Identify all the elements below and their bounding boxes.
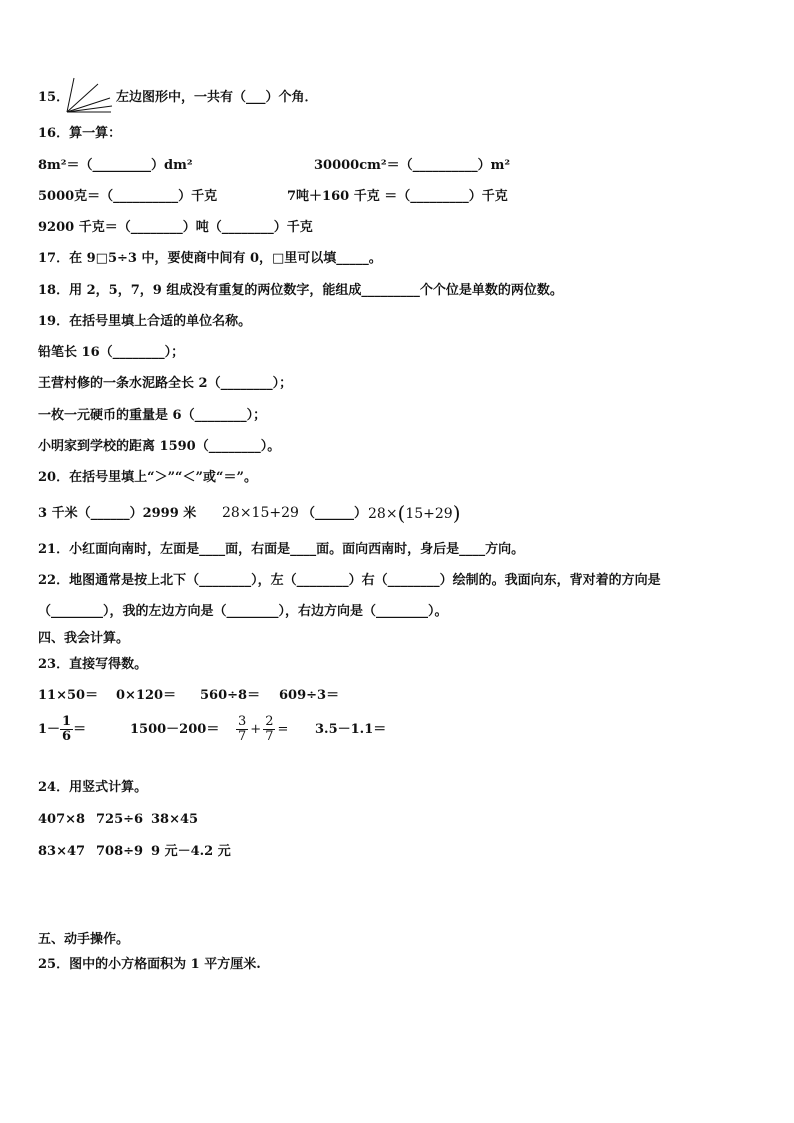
q20-expr2-inner: 15+29 xyxy=(405,506,453,522)
q22-line2: （________），我的左边方向是（________），右边方向是（________）。 xyxy=(38,604,448,619)
q24-f: 9 元－4.2 元 xyxy=(151,844,231,859)
q20-expr1: 28×15+29 xyxy=(222,505,299,521)
q23-b: 0×120＝ xyxy=(116,688,177,703)
q23-g xyxy=(236,714,288,746)
q24-c: 38×45 xyxy=(151,812,199,827)
q23-h: 3.5－1.1＝ xyxy=(315,722,387,737)
q17: 17．在 9□5÷3 中，要使商中间有 0，□里可以填_____。 xyxy=(38,251,382,266)
q20-expr2-prefix: 28× xyxy=(368,506,398,522)
q19-b: 王营村修的一条水泥路全长 2（________）； xyxy=(38,376,293,391)
q15-text: 左边图形中，一共有（___）个角． xyxy=(116,90,318,105)
section-4-heading: 四、我会计算。 xyxy=(38,631,130,646)
fraction-denominator: 6 xyxy=(62,729,72,744)
q24-d: 83×47 xyxy=(38,844,86,859)
q24-e: 708÷9 xyxy=(96,844,144,859)
angle-figure xyxy=(64,76,114,116)
fraction-3-7 xyxy=(236,715,248,744)
q23-title: 23．直接写得数。 xyxy=(38,657,148,672)
plus-sign: + xyxy=(250,722,262,737)
q16-row3: 9200 千克＝（________）吨（________）千克 xyxy=(38,220,313,235)
q19-a: 铅笔长 16（________）； xyxy=(38,345,185,360)
left-paren: ( xyxy=(397,501,406,525)
q23-e-equals: ＝ xyxy=(73,722,87,737)
fraction-numerator: 1 xyxy=(62,714,72,729)
q19-title: 19．在括号里填上合适的单位名称。 xyxy=(38,314,252,329)
fraction-1-6 xyxy=(60,715,73,744)
fraction-denominator: 7 xyxy=(238,729,247,744)
q21: 21．小红面向南时，左面是____面，右面是____面。面向西南时，身后是____方向。 xyxy=(38,542,525,557)
q25: 25．图中的小方格面积为 1 平方厘米. xyxy=(38,957,261,972)
fraction-2-7 xyxy=(263,715,275,744)
q20-title: 20．在括号里填上“＞”“＜”或“＝”。 xyxy=(38,470,257,485)
q16-title: 16．算一算： xyxy=(38,126,122,141)
q19-d: 小明家到学校的距离 1590（________）。 xyxy=(38,439,281,454)
q23-e xyxy=(38,714,86,746)
q18: 18．用 2，5，7，9 组成没有重复的两位数字，能组成_________个个位是单数的两位数。 xyxy=(38,283,563,298)
q16-row1-left: 8m²＝（_________）dm² xyxy=(38,158,193,173)
q23-e-prefix: 1－ xyxy=(38,722,61,737)
q24-a: 407×8 xyxy=(38,812,86,827)
q16-row1-right: 30000cm²＝（__________）m² xyxy=(314,158,511,173)
q20-expr2 xyxy=(368,501,461,525)
q23-f: 1500－200＝ xyxy=(130,722,220,737)
q19-c: 一枚一元硬币的重量是 6（________）； xyxy=(38,408,267,423)
fraction-numerator: 3 xyxy=(238,714,247,729)
fraction-denominator: 7 xyxy=(265,729,274,744)
section-5-heading: 五、动手操作。 xyxy=(38,932,130,947)
fraction-numerator: 2 xyxy=(265,714,274,729)
q24-b: 725÷6 xyxy=(96,812,144,827)
q23-c: 560÷8＝ xyxy=(200,688,261,703)
q23-a: 11×50＝ xyxy=(38,688,99,703)
right-paren: ) xyxy=(452,501,461,525)
q23-d: 609÷3＝ xyxy=(279,688,340,703)
q24-title: 24．用竖式计算。 xyxy=(38,780,148,795)
q16-row2-right: 7吨＋160 千克 ＝（_________）千克 xyxy=(287,189,508,204)
q23-g-equals: = xyxy=(277,722,289,737)
q16-row2-left: 5000克＝（__________）千克 xyxy=(38,189,218,204)
q22-line1: 22．地图通常是按上北下（________），左（________）右（________）绘制的。我面向东，背对着的方向是 xyxy=(38,573,661,588)
q20-left: 3 千米（______）2999 米 xyxy=(38,506,197,521)
q20-paren: （______） xyxy=(302,506,368,521)
q15-number: 15． xyxy=(38,90,70,105)
